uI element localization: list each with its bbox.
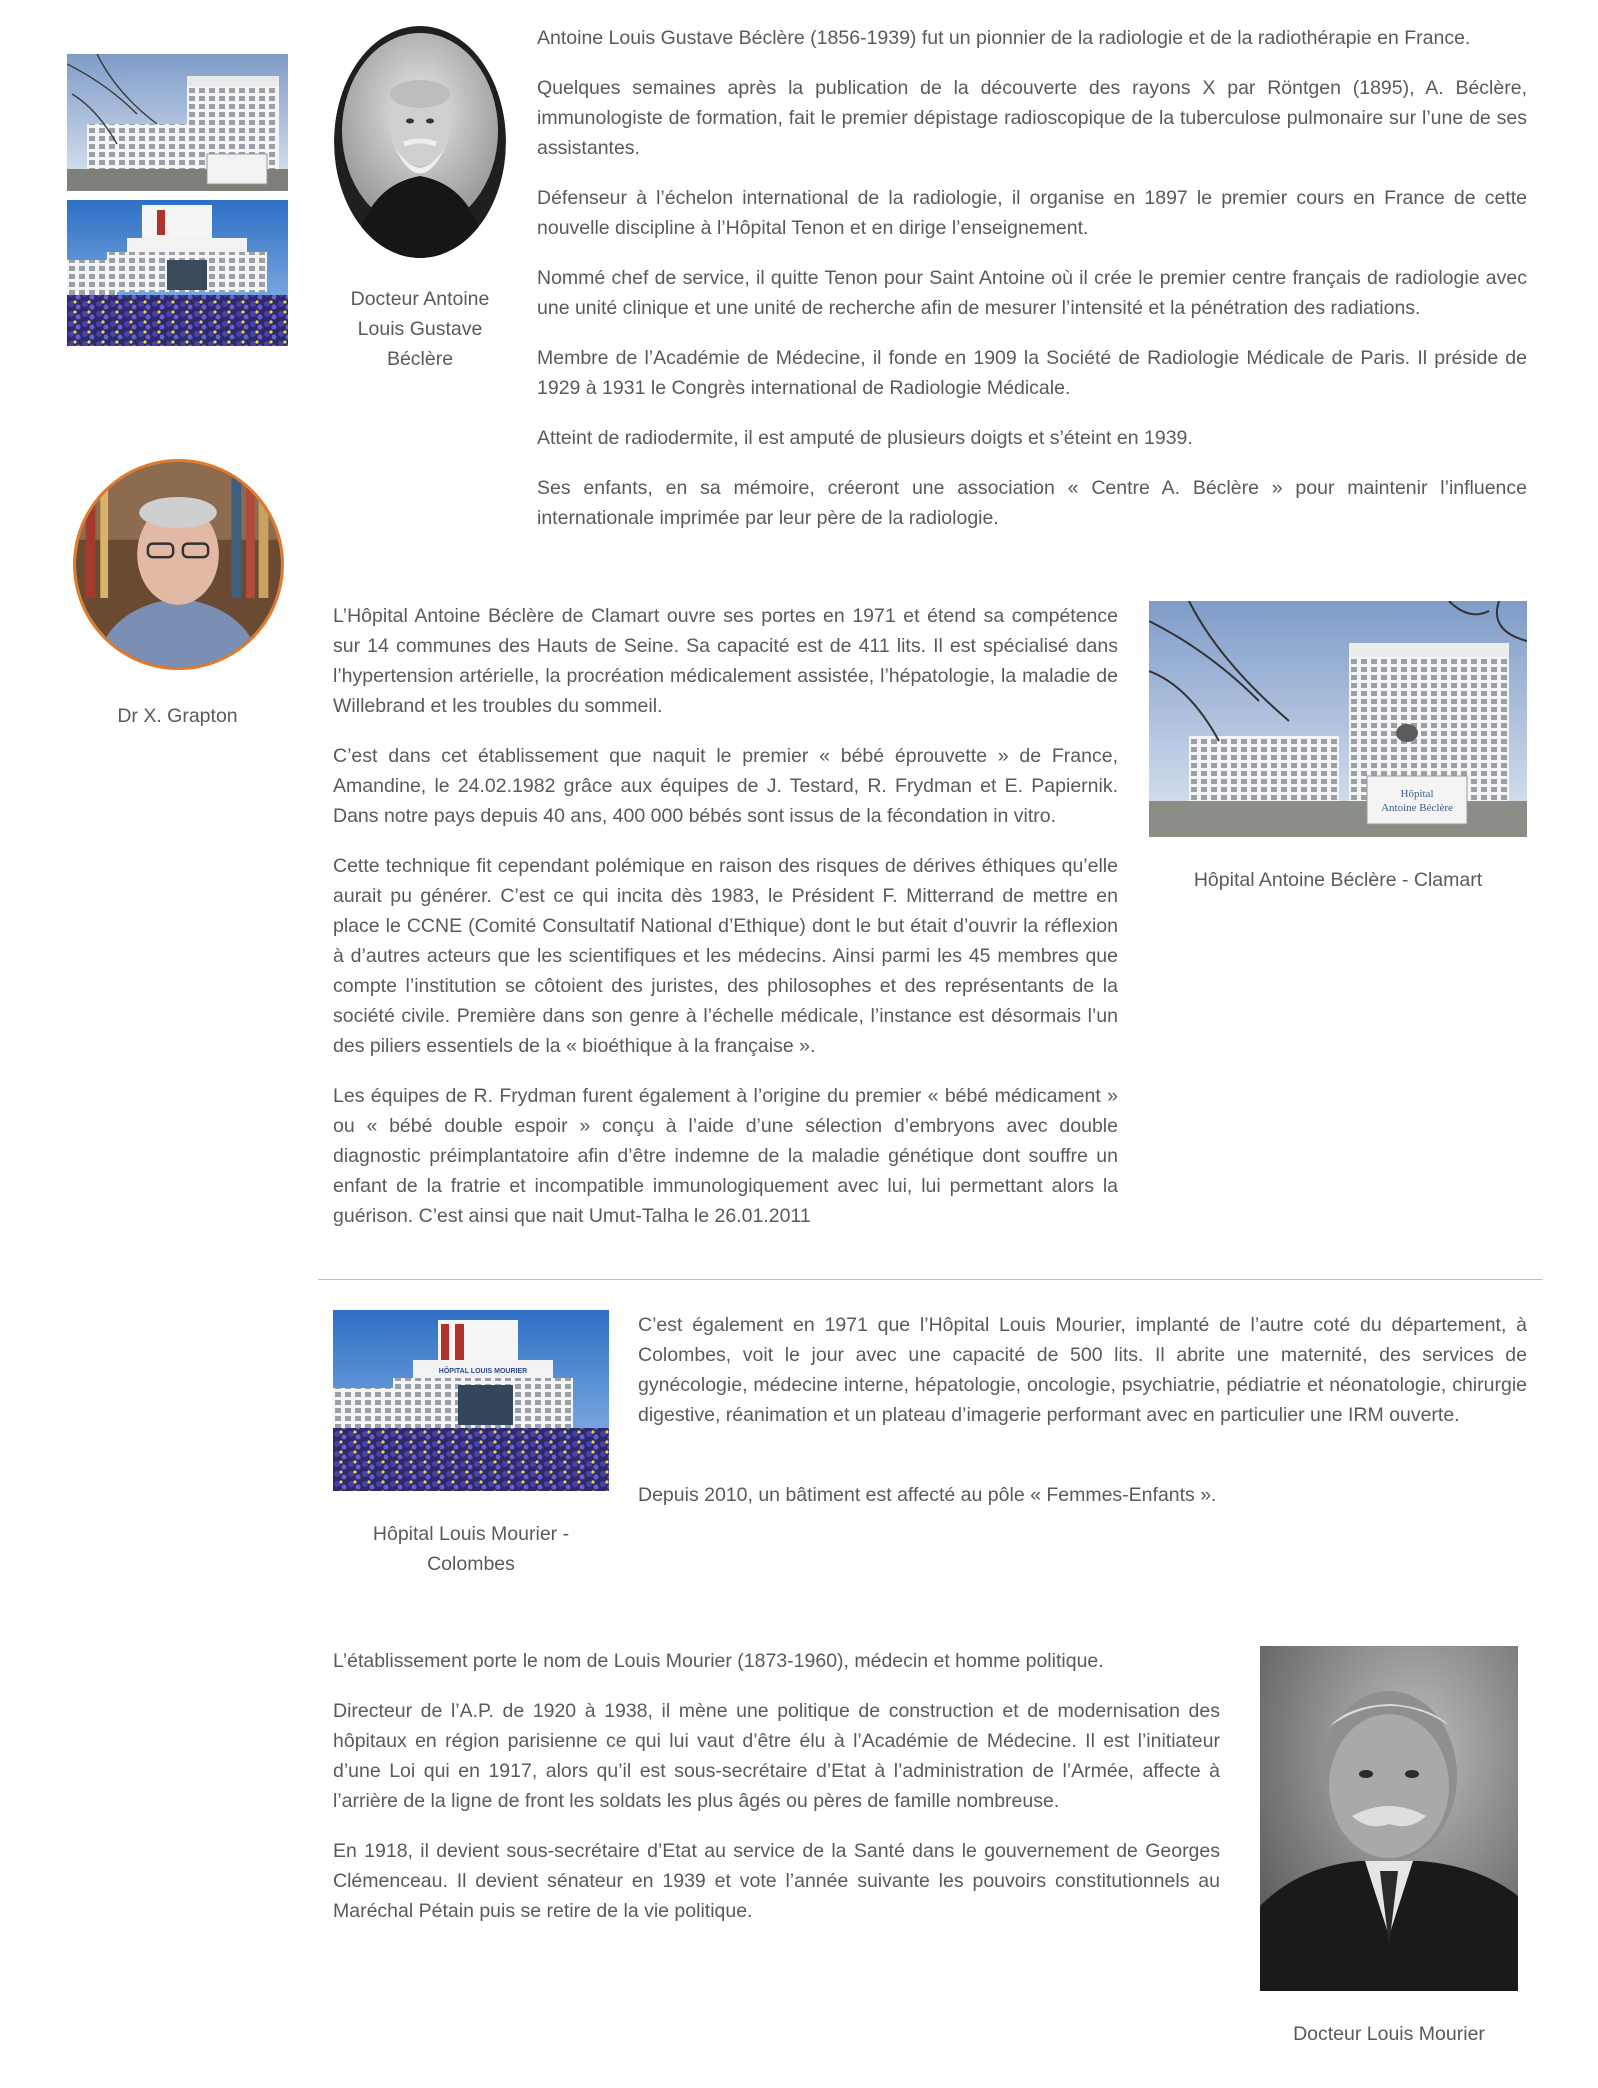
author-avatar bbox=[73, 459, 284, 670]
hopital-mourier-paragraph: C’est également en 1971 que l’Hôpital Louis Mourier, implanté de l’autre coté du département, à Colombes, voit le jour avec une capacité de 500 lits. Il abrite une maternité, des services de gynécologie, médecine interne, hépatologie, oncologie, psychiatrie, pédiatrie et néonatologie, chirurgie digestive, réanimation et un plateau d’imagerie performant avec en particulier une IRM ouverte. bbox=[638, 1314, 1527, 1426]
hopital-mourier-caption: Hôpital Louis Mourier - Colombes bbox=[372, 1523, 570, 1575]
mourier-paragraph: En 1918, il devient sous-secrétaire d’Etat au service de la Santé dans le gouvernement de Georges Clémenceau. Il devient sénateur en 1939 et vote l’année suivante les pouvoirs constitutionnels au Maréchal Pétain puis se retire de la vie politique. bbox=[333, 1840, 1220, 1922]
beclere-paragraph: Défenseur à l’échelon international de la radiologie, il organise en 1897 le premier cours en France de cette nouvelle discipline à l’Hôpital Tenon et en dirige l’enseignement. bbox=[537, 187, 1527, 239]
hopital-beclere-photo bbox=[1149, 601, 1527, 837]
beclere-paragraph: Quelques semaines après la publication de la découverte des rayons X par Röntgen (1895), A. Béclère, immunologiste de formation, fait le premier dépistage radioscopique de la tuberculose pulmonaire sur l’une de ses assistantes. bbox=[537, 77, 1527, 159]
hopital-beclere-paragraph: Cette technique fit cependant polémique en raison des risques de dérives éthiques qu’elle aurait pu générer. C’est ce qui incita dès 1983, le Président F. Mitterrand de mettre en place le CCNE (Comité Consultatif National d’Ethique) dont le but était d’ouvrir la réflexion à d’autres acteurs que les scientifiques et les médecins. Ainsi parmi les 45 membres que compte l’institution se côtoient des juristes, des philosophes et des représentants de la société civile. Première dans son genre à l’échelle médicale, l’instance est désormais l’un des piliers essentiels de la « bioéthique à la française ». bbox=[333, 855, 1118, 1057]
hopital-beclere-caption: Hôpital Antoine Béclère - Clamart bbox=[1193, 869, 1483, 891]
section-divider bbox=[318, 1279, 1542, 1280]
beclere-portrait bbox=[334, 26, 506, 258]
author-caption: Dr X. Grapton bbox=[117, 705, 238, 727]
beclere-paragraph: Ses enfants, en sa mémoire, créeront une association « Centre A. Béclère » pour maintenir l’influence internationale imprimée par leur père de la radiologie. bbox=[537, 477, 1527, 529]
hopital-mourier-thumbnail bbox=[67, 200, 288, 346]
hopital-beclere-paragraph: Les équipes de R. Frydman furent également à l’origine du premier « bébé médicament » ou « bébé double espoir » conçu à l’aide d’une sélection d’embryons avec double diagnostic préimplantatoire afin d’être indemne de la maladie génétique dont souffre un enfant de la fratrie et incompatible immunologiquement avec lui, lui permettant alors la guérison. C’est ainsi que nait Umut-Talha le 26.01.2011 bbox=[333, 1085, 1118, 1227]
mourier-paragraph: L’établissement porte le nom de Louis Mourier (1873-1960), médecin et homme politique. bbox=[333, 1650, 1104, 1672]
photo-sign: HÔPITAL LOUIS MOURIER bbox=[438, 1368, 528, 1375]
beclere-paragraph: Atteint de radiodermite, il est amputé de plusieurs doigts et s’éteint en 1939. bbox=[537, 427, 1193, 449]
mourier-paragraph: Directeur de l’A.P. de 1920 à 1938, il mène une politique de construction et de modernisation des hôpitaux en région parisienne ce qui lui vaut d’être élu à l’Académie de Médecine. Il est l’initiateur d’une Loi qui en 1917, alors qu’il est sous-secrétaire d’Etat à l’administration de l’Armée, affecte à l’arrière de la ligne de front les soldats les plus âgés ou pères de famille nombreuse. bbox=[333, 1700, 1220, 1812]
mourier-portrait bbox=[1260, 1646, 1518, 1991]
beclere-paragraph: Nommé chef de service, il quitte Tenon pour Saint Antoine où il crée le premier centre français de radiologie avec une unité clinique et une unité de recherche afin de mesurer l’intensité et la pénétration des radiations. bbox=[537, 267, 1527, 319]
beclere-portrait-caption: Docteur Antoine Louis Gustave Béclère bbox=[350, 288, 490, 370]
hopital-beclere-paragraph: C’est dans cet établissement que naquit le premier « bébé éprouvette » de France, Amandine, le 24.02.1982 grâce aux équipes de J. Testard, R. Frydman et E. Papiernik. Dans notre pays depuis 40 ans, 400 000 bébés sont issus de la fécondation in vitro. bbox=[333, 745, 1118, 827]
mourier-portrait-caption: Docteur Louis Mourier bbox=[1293, 2023, 1485, 2045]
photo-sign-line2: Antoine Béclère bbox=[1381, 802, 1453, 814]
hopital-mourier-paragraph: Depuis 2010, un bâtiment est affecté au pôle « Femmes-Enfants ». bbox=[638, 1484, 1217, 1506]
beclere-paragraph: Membre de l’Académie de Médecine, il fonde en 1909 la Société de Radiologie Médicale de Paris. Il préside de 1929 à 1931 le Congrès international de Radiologie Médicale. bbox=[537, 347, 1527, 399]
hopital-beclere-paragraph: L’Hôpital Antoine Béclère de Clamart ouvre ses portes en 1971 et étend sa compétence sur 14 communes des Hauts de Seine. Sa capacité est de 411 lits. Il est spécialisé dans l’hypertension artérielle, la procréation médicalement assistée, l’hépatologie, la maladie de Willebrand et les troubles du sommeil. bbox=[333, 605, 1118, 717]
beclere-paragraph: Antoine Louis Gustave Béclère (1856-1939) fut un pionnier de la radiologie et de la radiothérapie en France. bbox=[537, 27, 1471, 49]
photo-sign-line1: Hôpital bbox=[1400, 788, 1434, 800]
hopital-beclere-thumbnail bbox=[67, 54, 288, 191]
hopital-mourier-photo bbox=[333, 1310, 609, 1491]
